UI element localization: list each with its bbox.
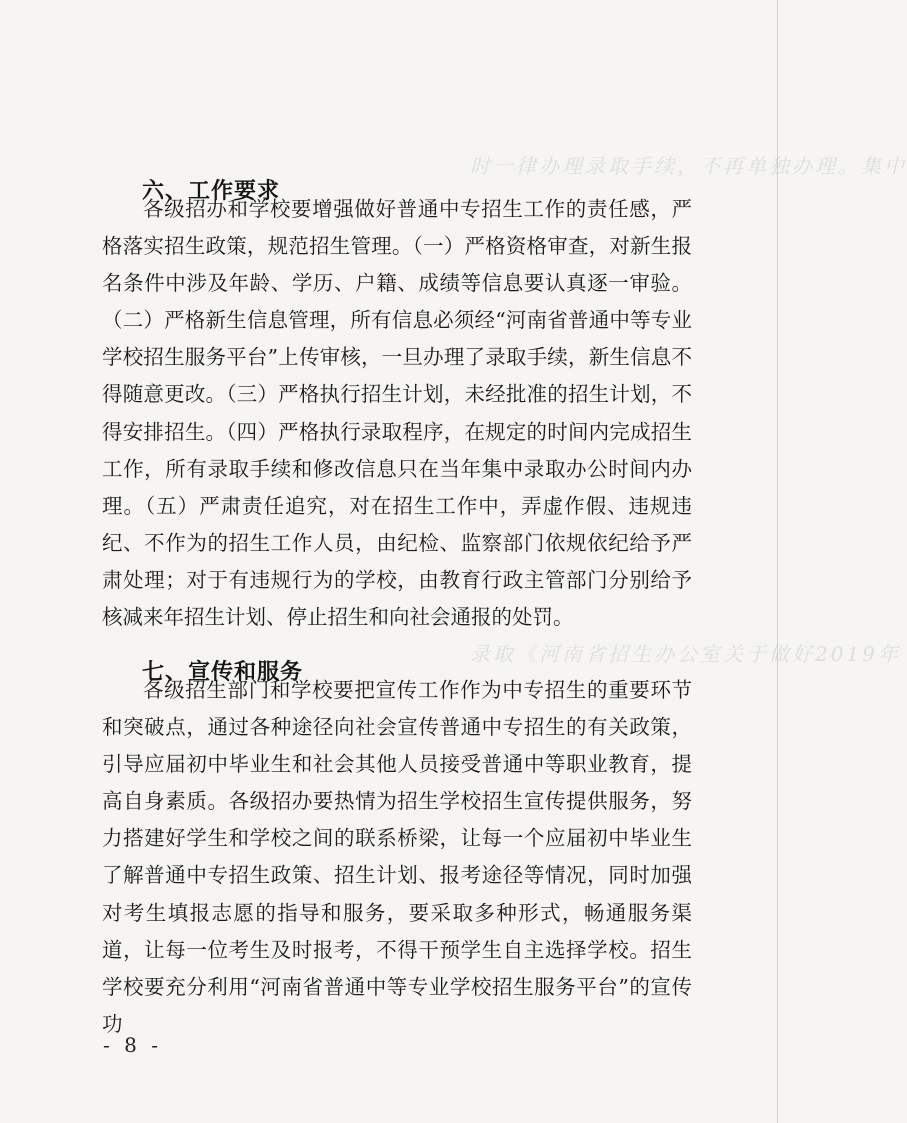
section-heading-work-requirements: 六、工作要求 bbox=[142, 179, 281, 205]
section-body-publicity-service: 各级招生部门和学校要把宣传工作作为中专招生的重要环节和突破点，通过各种途径向社会宣传普通中专招生的有关政策，引导应届初中毕业生和社会其他人员接受普通中等职业教育，提高自身素质。各级招办要热情为招生学校招生宣传提供服务，努力搭建好学生和学校之间的联系桥梁，让每一个应届初中毕业生了解普通中专招生政策、招生计划、报考途径等情况，同时加强对考生填报志愿的指导和服务，要采取多种形式，畅通服务渠道，让每一位考生及时报考，不得干预学生自主选择学校。招生学校要充分利用“河南省普通中等专业学校招生服务平台”的宣传功 bbox=[102, 678, 692, 1036]
section-body-work-requirements: 各级招办和学校要增强做好普通中专招生工作的责任感，严格落实招生政策，规范招生管理。（一）严格资格审查，对新生报名条件中涉及年龄、学历、户籍、成绩等信息要认真逐一审验。（二）严格新生信息管理，所有信息必须经“河南省普通中等专业学校招生服务平台”上传审核，一旦办理了录取手续，新生信息不得随意更改。（三）严格执行招生计划，未经批准的招生计划，不得安排招生。（四）严格执行录取程序，在规定的时间内完成招生工作，所有录取手续和修改信息只在当年集中录取办公时间内办理。（五）严肃责任追究，对在招生工作中，弄虚作假、违规违纪、不作为的招生工作人员，由纪检、监察部门依规依纪给予严肃处理；对于有违规行为的学校，由教育行政主管部门分别给予核减来年招生计划、停止招生和向社会通报的处罚。 bbox=[102, 197, 692, 630]
bleed-through-text-top: 时一律办理录取手续，不再单独办理。集中 bbox=[470, 154, 907, 178]
bleed-through-text-middle: 录取《河南省招生办公室关于做好2019年 bbox=[470, 642, 901, 666]
section-heading-publicity-service: 七、宣传和服务 bbox=[142, 660, 304, 686]
page-number: - 8 - bbox=[103, 1033, 162, 1057]
